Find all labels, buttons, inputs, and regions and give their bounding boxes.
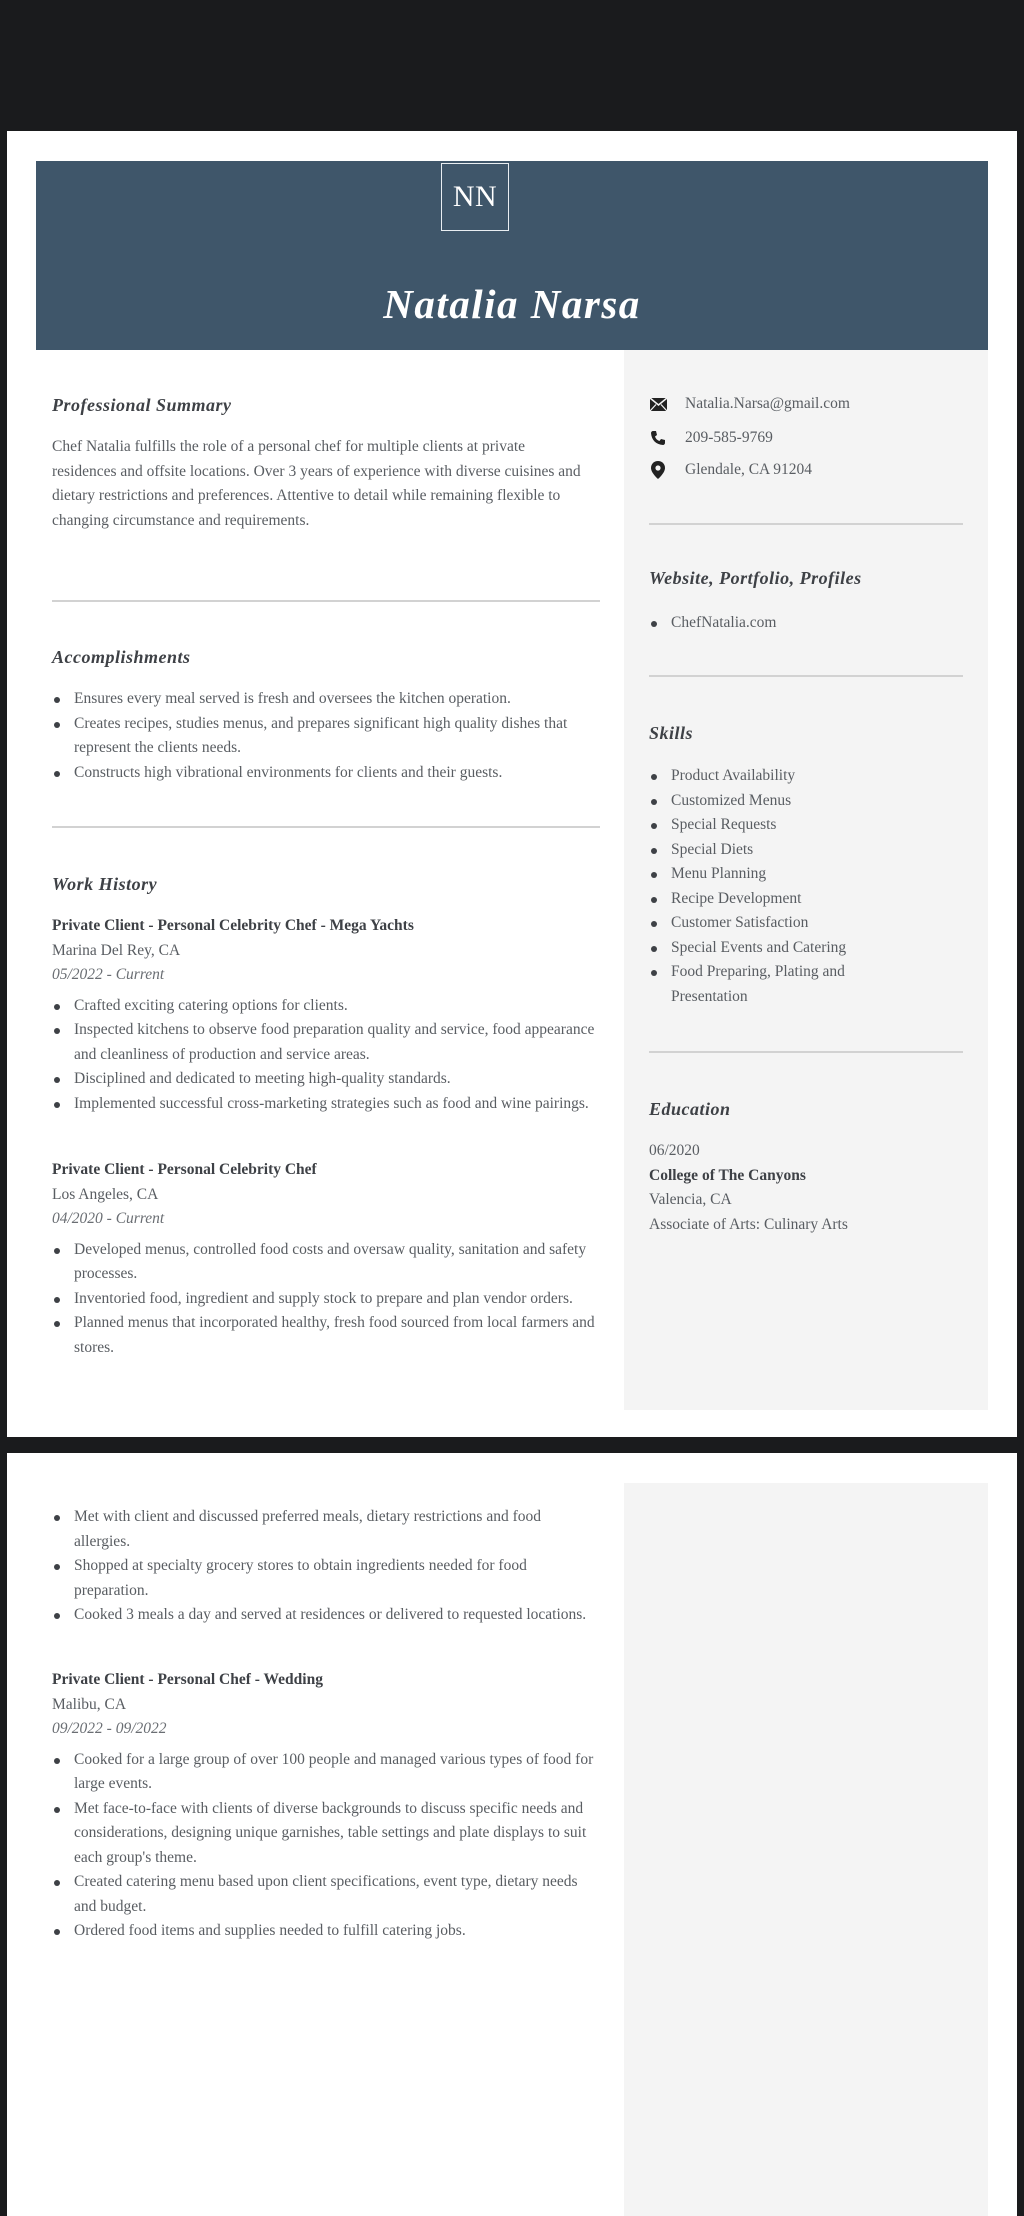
sidebar-divider xyxy=(649,523,963,525)
location-text: Glendale, CA 91204 xyxy=(685,461,812,478)
education-degree: Associate of Arts: Culinary Arts xyxy=(649,1215,848,1233)
accomplishment-item: Creates recipes, studies menus, and prepares significant high quality dishes that represent the clients needs. xyxy=(52,712,600,761)
skill-item: Special Requests xyxy=(649,813,899,838)
job-bullets xyxy=(52,994,600,1117)
job-bullet: Cooked for a large group of over 100 people and managed various types of food for large events. xyxy=(52,1748,600,1797)
job-bullets xyxy=(52,1238,600,1361)
summary-heading: Professional Summary xyxy=(52,395,232,415)
contact-location xyxy=(649,458,812,482)
job-bullet: Created catering menu based upon client specifications, event type, dietary needs and budget. xyxy=(52,1870,600,1919)
job-entry xyxy=(52,1668,600,1944)
skill-item: Special Events and Catering xyxy=(649,936,899,961)
education-location: Valencia, CA xyxy=(649,1191,732,1208)
job-bullet: Inventoried food, ingredient and supply stock to prepare and plan vendor orders. xyxy=(52,1287,600,1312)
sidebar-background xyxy=(624,1483,988,2216)
accomplishments-heading: Accomplishments xyxy=(52,647,191,667)
skills-heading: Skills xyxy=(649,723,694,743)
job-bullet: Shopped at specialty grocery stores to obtain ingredients needed for food preparation. xyxy=(52,1554,600,1603)
job-location: Marina Del Rey, CA xyxy=(52,941,181,959)
accomplishment-item: Constructs high vibrational environments for clients and their guests. xyxy=(52,761,600,786)
education-heading: Education xyxy=(649,1099,731,1119)
job-bullet: Disciplined and dedicated to meeting high-quality standards. xyxy=(52,1067,600,1092)
websites-heading: Website, Portfolio, Profiles xyxy=(649,568,862,588)
job-bullets-continued xyxy=(52,1505,600,1628)
contact-email[interactable] xyxy=(649,392,850,416)
job-bullet: Met face-to-face with clients of diverse backgrounds to discuss specific needs and considerations, designing unique garnishes, table settings and plate displays to suit each group's theme. xyxy=(52,1797,600,1871)
summary-text: Chef Natalia fulfills the role of a personal chef for multiple clients at private residences and offsite locations. Over 3 years of experience with diverse cuisines and dietary restrictions and preferences. Attentive to detail while remaining flexible to changing circumstance and requirements. xyxy=(52,438,581,529)
contact-phone[interactable] xyxy=(649,426,773,450)
job-bullet: Implemented successful cross-marketing strategies such as food and wine pairings. xyxy=(52,1092,600,1117)
job-title: Private Client - Personal Celebrity Chef xyxy=(52,1161,317,1178)
work-history-heading: Work History xyxy=(52,874,158,894)
main-divider xyxy=(52,826,600,828)
skill-item: Menu Planning xyxy=(649,862,899,887)
map-pin-icon xyxy=(649,461,667,479)
education-date: 06/2020 xyxy=(649,1142,700,1159)
job-bullet: Cooked 3 meals a day and served at residences or delivered to requested locations. xyxy=(52,1603,600,1628)
skill-item: Special Diets xyxy=(649,838,899,863)
phone-text: 209-585-9769 xyxy=(685,429,773,446)
skills-list xyxy=(649,764,899,1009)
job-bullets xyxy=(52,1748,600,1944)
skill-item: Recipe Development xyxy=(649,887,899,912)
job-bullet: Planned menus that incorporated healthy, fresh food sourced from local farmers and stores. xyxy=(52,1311,600,1360)
skill-item: Product Availability xyxy=(649,764,899,789)
job-bullet: Developed menus, controlled food costs and oversaw quality, sanitation and safety processes. xyxy=(52,1238,600,1287)
job-bullet: Inspected kitchens to observe food preparation quality and service, food appearance and cleanliness of production and service areas. xyxy=(52,1018,600,1067)
job-entry xyxy=(52,914,600,1116)
job-location: Malibu, CA xyxy=(52,1695,127,1713)
sidebar-divider xyxy=(649,675,963,677)
education-block xyxy=(649,1139,969,1237)
job-dates: 05/2022 - Current xyxy=(52,966,165,983)
accomplishments-list xyxy=(52,687,600,785)
monogram: NN xyxy=(441,163,509,231)
job-location: Los Angeles, CA xyxy=(52,1185,159,1203)
job-dates: 09/2022 - 09/2022 xyxy=(52,1720,167,1737)
job-bullet: Met with client and discussed preferred meals, dietary restrictions and food allergies. xyxy=(52,1505,600,1554)
job-title: Private Client - Personal Celebrity Chef - Mega Yachts xyxy=(52,917,414,934)
main-divider xyxy=(52,600,600,602)
accomplishment-item: Ensures every meal served is fresh and oversees the kitchen operation. xyxy=(52,687,600,712)
envelope-icon xyxy=(649,395,667,413)
skill-item: Food Preparing, Plating and Presentation xyxy=(649,960,899,1009)
candidate-name: Natalia Narsa xyxy=(383,281,641,327)
website-link[interactable]: ChefNatalia.com xyxy=(649,611,969,636)
phone-icon xyxy=(649,429,667,447)
job-bullet: Ordered food items and supplies needed to fulfill catering jobs. xyxy=(52,1919,600,1944)
education-school: College of The Canyons xyxy=(649,1166,806,1184)
job-entry xyxy=(52,1158,600,1360)
skill-item: Customer Satisfaction xyxy=(649,911,899,936)
skill-item: Customized Menus xyxy=(649,789,899,814)
sidebar-divider xyxy=(649,1051,963,1053)
job-title: Private Client - Personal Chef - Wedding xyxy=(52,1671,323,1688)
websites-list xyxy=(649,611,969,636)
job-bullet: Crafted exciting catering options for clients. xyxy=(52,994,600,1019)
job-dates: 04/2020 - Current xyxy=(52,1210,165,1227)
email-text: Natalia.Narsa@gmail.com xyxy=(685,395,850,412)
